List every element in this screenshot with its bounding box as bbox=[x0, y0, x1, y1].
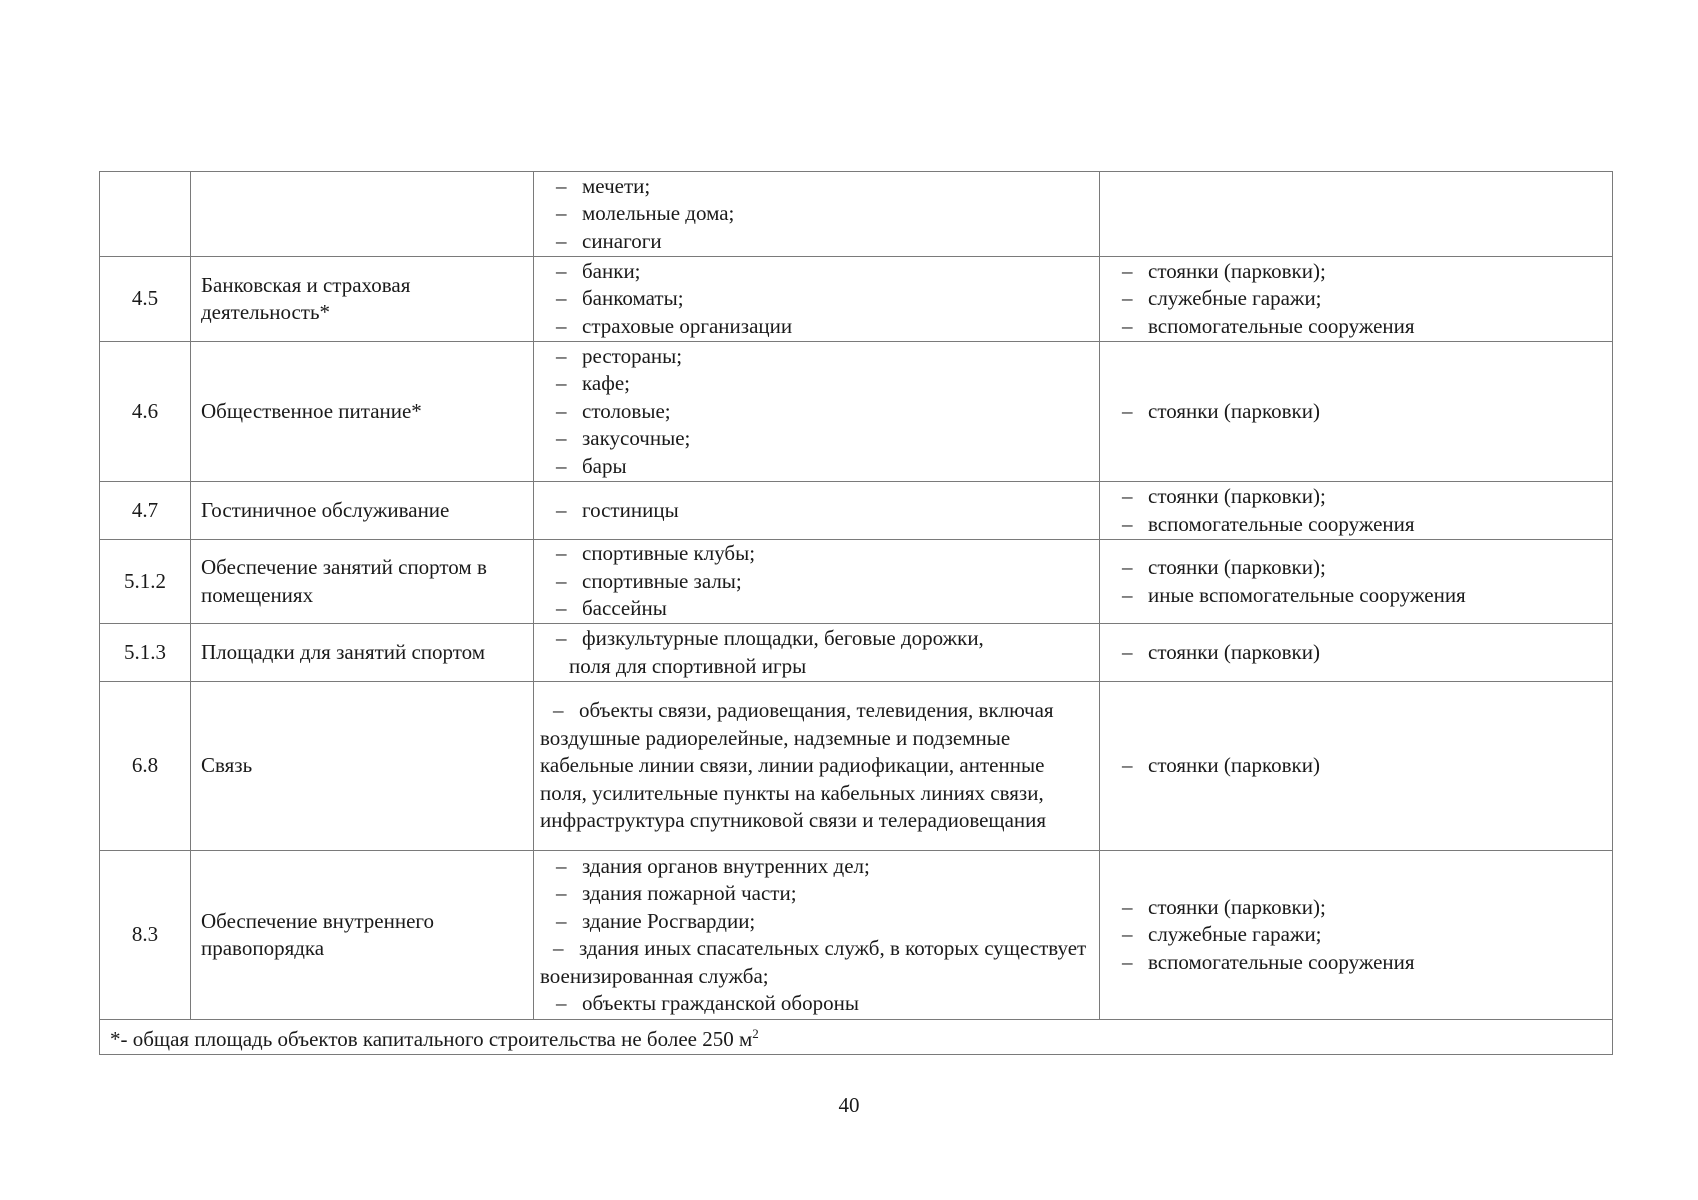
main-use-text: физкультурные площадки, беговые дорожки, bbox=[582, 626, 984, 650]
list-item: – стоянки (парковки); bbox=[1110, 894, 1604, 922]
row-code: 4.6 bbox=[100, 342, 191, 482]
row-code: 4.5 bbox=[100, 257, 191, 342]
table-row bbox=[100, 257, 1613, 342]
list-item: – гостиницы bbox=[544, 497, 1091, 525]
list-item: – здание Росгвардии; bbox=[544, 908, 1095, 936]
aux-uses-cell bbox=[1100, 172, 1613, 257]
list-item: – стоянки (парковки); bbox=[1110, 258, 1604, 286]
aux-uses-cell bbox=[1100, 624, 1613, 682]
list-item: – мечети; bbox=[544, 173, 1091, 201]
list-item: – синагоги bbox=[544, 228, 1091, 256]
footnote-row bbox=[100, 1020, 1613, 1055]
table-row bbox=[100, 342, 1613, 482]
list-item: – вспомогательные сооружения bbox=[1110, 511, 1604, 539]
main-uses-cell bbox=[534, 342, 1100, 482]
row-name: Гостиничное обслуживание bbox=[191, 482, 534, 540]
list-item: – здания пожарной части; bbox=[544, 880, 1095, 908]
list-item: – закусочные; bbox=[544, 425, 1091, 453]
aux-uses-cell bbox=[1100, 540, 1613, 624]
list-item: – вспомогательные сооружения bbox=[1110, 949, 1604, 977]
row-name: Банковская и страховая деятельность* bbox=[191, 257, 534, 342]
list-item: – служебные гаражи; bbox=[1110, 285, 1604, 313]
table-row bbox=[100, 682, 1613, 851]
table-row bbox=[100, 540, 1613, 624]
list-item: – стоянки (парковки) bbox=[1110, 398, 1604, 426]
row-code: 6.8 bbox=[100, 682, 191, 851]
list-item: – стоянки (парковки); bbox=[1110, 554, 1604, 582]
list-item: – банки; bbox=[544, 258, 1091, 286]
list-item: – кафе; bbox=[544, 370, 1091, 398]
list-item: – иные вспомогательные сооружения bbox=[1110, 582, 1604, 610]
aux-uses-cell bbox=[1100, 482, 1613, 540]
row-name: Площадки для занятий спортом bbox=[191, 624, 534, 682]
dash-marker: – bbox=[553, 936, 564, 960]
list-item: – служебные гаражи; bbox=[1110, 921, 1604, 949]
list-item: – бассейны bbox=[544, 595, 1091, 623]
list-item: – стоянки (парковки) bbox=[1110, 639, 1604, 667]
dash-marker: – bbox=[553, 698, 564, 723]
footnote-text: *- общая площадь объектов капитального строительства не более 250 м bbox=[110, 1027, 753, 1051]
footnote bbox=[100, 1020, 1613, 1055]
main-uses-cell bbox=[534, 851, 1100, 1020]
row-code: 5.1.3 bbox=[100, 624, 191, 682]
list-item: – столовые; bbox=[544, 398, 1091, 426]
main-use-text: объекты связи, радиовещания, телевидения, включая воздушные радиорелейные, надземные и подземные кабельные линии связи, линии радиофикации, антенные поля, усилительные пункты на кабельных линиях связи, инфраструктура спутниковой связи и телерадиовещания bbox=[540, 698, 1054, 833]
aux-uses-cell bbox=[1100, 682, 1613, 851]
footnote-superscript: 2 bbox=[752, 1026, 759, 1041]
row-code: 8.3 bbox=[100, 851, 191, 1020]
list-item: – стоянки (парковки) bbox=[1110, 752, 1604, 780]
row-code: 5.1.2 bbox=[100, 540, 191, 624]
aux-uses-cell bbox=[1100, 342, 1613, 482]
main-uses-cell bbox=[534, 257, 1100, 342]
list-item: – вспомогательные сооружения bbox=[1110, 313, 1604, 341]
main-uses-cell bbox=[534, 682, 1100, 851]
list-item: – бары bbox=[544, 453, 1091, 481]
list-item: – рестораны; bbox=[544, 343, 1091, 371]
main-use-text: здания иных спасательных служб, в которых существует военизированная служба; bbox=[540, 936, 1087, 988]
row-name bbox=[191, 172, 534, 257]
table-row bbox=[100, 172, 1613, 257]
list-item: – спортивные залы; bbox=[544, 568, 1091, 596]
main-uses-cell bbox=[534, 482, 1100, 540]
list-item: – страховые организации bbox=[544, 313, 1091, 341]
main-uses-cell bbox=[534, 624, 1100, 682]
main-use-text-cont: поля для спортивной игры bbox=[569, 653, 807, 678]
page-number: 40 bbox=[838, 1093, 860, 1117]
table-row bbox=[100, 624, 1613, 682]
table-row bbox=[100, 851, 1613, 1020]
list-item: – банкоматы; bbox=[544, 285, 1091, 313]
main-uses-cell bbox=[534, 172, 1100, 257]
aux-uses-cell bbox=[1100, 851, 1613, 1020]
row-name: Общественное питание* bbox=[191, 342, 534, 482]
aux-uses-cell bbox=[1100, 257, 1613, 342]
row-name: Обеспечение занятий спортом в помещениях bbox=[191, 540, 534, 624]
row-code: 4.7 bbox=[100, 482, 191, 540]
land-use-table bbox=[99, 171, 1613, 1055]
list-item: – молельные дома; bbox=[544, 200, 1091, 228]
row-name: Обеспечение внутреннего правопорядка bbox=[191, 851, 534, 1020]
row-name: Связь bbox=[191, 682, 534, 851]
table-row bbox=[100, 482, 1613, 540]
list-item: – здания органов внутренних дел; bbox=[544, 853, 1095, 881]
dash-marker: – bbox=[556, 626, 567, 650]
row-code bbox=[100, 172, 191, 257]
list-item: – объекты гражданской обороны bbox=[544, 990, 1095, 1018]
main-uses-cell bbox=[534, 540, 1100, 624]
list-item: – спортивные клубы; bbox=[544, 540, 1091, 568]
list-item: – стоянки (парковки); bbox=[1110, 483, 1604, 511]
